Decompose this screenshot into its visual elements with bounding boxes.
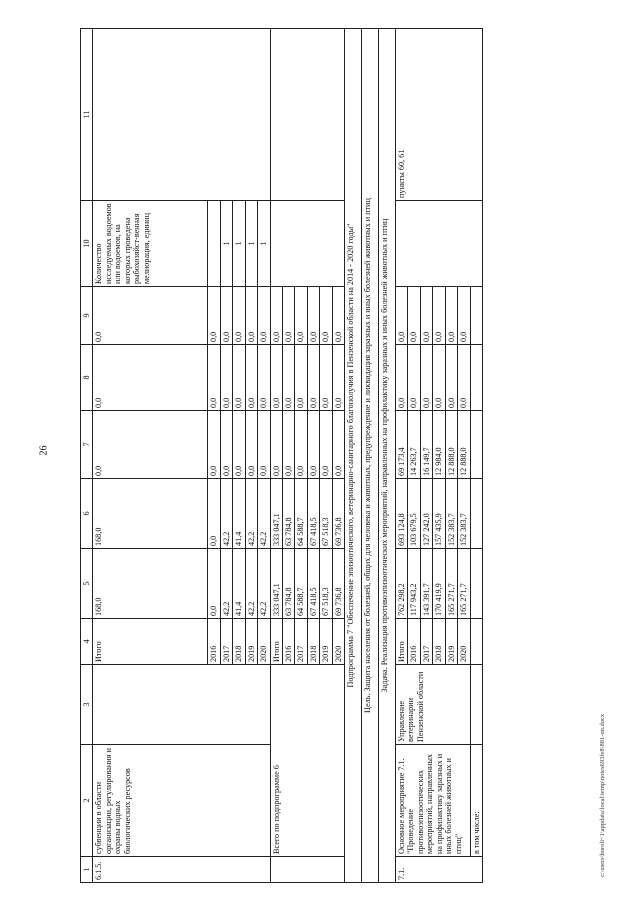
- indicator-value: [208, 201, 220, 287]
- value-cell: 0,0: [295, 411, 307, 479]
- year-cell: 2018: [433, 619, 445, 665]
- table-row: [396, 29, 408, 883]
- value-cell: 0,0: [295, 287, 307, 345]
- value-cell: 0,0: [208, 411, 220, 479]
- value-cell: 0,0: [458, 345, 470, 411]
- value-cell: 0,0: [208, 549, 220, 619]
- value-cell: 0,0: [245, 287, 257, 345]
- year-cell: 2019: [320, 619, 332, 665]
- value-cell: 0,0: [332, 345, 344, 411]
- indicator-value: 1: [220, 201, 232, 287]
- year-cell: 2017: [295, 619, 307, 665]
- value-cell: 0,0: [332, 287, 344, 345]
- value-cell: 0,0: [282, 411, 294, 479]
- year-cell: 2016: [208, 619, 220, 665]
- value-cell: [470, 287, 482, 345]
- value-cell: 157 435,9: [433, 479, 445, 549]
- col-6: 6: [81, 479, 93, 549]
- year-cell: 2018: [307, 619, 319, 665]
- budget-table: [80, 28, 483, 883]
- subprogram-7-title: Подпрограмма 7 "Обеспечение эпизоотического, ветеринарно-санитарного благополучия в Пензенской области на 2014 - 2020 годы": [345, 29, 362, 883]
- col-11: 11: [81, 29, 93, 201]
- value-cell: 0,0: [408, 345, 420, 411]
- value-cell: [470, 479, 482, 549]
- value-cell: 0,0: [93, 411, 208, 479]
- value-cell: 0,0: [295, 345, 307, 411]
- budget-table-sheet: [80, 28, 590, 883]
- task-text: Задача. Реализация противоэпизоотических мероприятий, направленных на профилактику заразных и иных болезней животных и птиц: [379, 29, 396, 883]
- value-cell: 0,0: [307, 287, 319, 345]
- value-cell: 0,0: [220, 411, 232, 479]
- value-cell: 103 679,5: [408, 479, 420, 549]
- total-label: Итого: [396, 619, 408, 665]
- section-row: [345, 29, 362, 883]
- executor-cell: [470, 665, 482, 745]
- value-cell: 0,0: [445, 287, 457, 345]
- value-cell: 64 588,7: [295, 479, 307, 549]
- value-cell: 0,0: [220, 345, 232, 411]
- value-cell: 0,0: [208, 479, 220, 549]
- year-cell: 2016: [282, 619, 294, 665]
- value-cell: 117 943,2: [408, 549, 420, 619]
- value-cell: 0,0: [233, 345, 245, 411]
- year-cell: 2020: [332, 619, 344, 665]
- value-cell: 0,0: [282, 345, 294, 411]
- row-number: [270, 857, 345, 883]
- section-row: [379, 29, 396, 883]
- goal-text: Цель. Защита населения от болезней, общих для человека и животных, предупреждение и ликвидация заразных и иных болезней животных и птиц: [362, 29, 379, 883]
- value-cell: 42,2: [220, 549, 232, 619]
- year-cell: 2020: [458, 619, 470, 665]
- value-cell: 41,4: [233, 479, 245, 549]
- value-cell: 333 047,1: [270, 479, 282, 549]
- executor-cell: [93, 665, 270, 745]
- row-name: Основное мероприятие 7.1. "Проведение противоэпизоотических мероприятий, направленных на профилактику заразных и иных болезней животных и птиц": [396, 745, 471, 857]
- value-cell: 0,0: [458, 287, 470, 345]
- value-cell: 333 047,1: [270, 549, 282, 619]
- value-cell: 0,0: [396, 287, 408, 345]
- value-cell: 0,0: [307, 411, 319, 479]
- value-cell: 67 518,3: [320, 549, 332, 619]
- table-row: [270, 29, 282, 883]
- reference-cell: [270, 29, 345, 201]
- value-cell: 0,0: [208, 287, 220, 345]
- value-cell: 12 888,0: [458, 411, 470, 479]
- value-cell: 14 263,7: [408, 411, 420, 479]
- value-cell: 0,0: [208, 345, 220, 411]
- indicator-value: 1: [245, 201, 257, 287]
- value-cell: 0,0: [307, 345, 319, 411]
- subprogram-total-label: Всего по подпрограмме 6: [270, 665, 345, 857]
- col-5: 5: [81, 549, 93, 619]
- value-cell: 0,0: [220, 287, 232, 345]
- value-cell: 170 419,9: [433, 549, 445, 619]
- value-cell: 0,0: [320, 345, 332, 411]
- value-cell: 0,0: [270, 287, 282, 345]
- value-cell: 12 888,0: [445, 411, 457, 479]
- reference-cell: [93, 29, 270, 201]
- total-label: Итого: [93, 619, 208, 665]
- col-1: 1: [81, 857, 93, 883]
- row-number: 6.1.5.: [93, 857, 270, 883]
- value-cell: 0,0: [282, 287, 294, 345]
- row-name: субвенции в области организации, регулирования и охраны водных биологических ресурсов: [93, 745, 270, 857]
- file-path-footer: c:\users\boroli~1\appdata\local\temp\notes693fe8\881-on.docx: [599, 713, 607, 877]
- value-cell: 0,0: [258, 287, 270, 345]
- value-cell: 69 736,8: [332, 549, 344, 619]
- section-row: [362, 29, 379, 883]
- value-cell: 0,0: [320, 287, 332, 345]
- table-row: [93, 29, 208, 883]
- total-label: Итого: [270, 619, 282, 665]
- column-number-row: [81, 29, 93, 883]
- value-cell: 63 784,8: [282, 549, 294, 619]
- year-cell: 2019: [245, 619, 257, 665]
- value-cell: 0,0: [433, 345, 445, 411]
- value-cell: 0,0: [270, 345, 282, 411]
- value-cell: 42,2: [245, 549, 257, 619]
- value-cell: 0,0: [332, 411, 344, 479]
- year-cell: 2017: [420, 619, 432, 665]
- value-cell: 67 418,5: [307, 479, 319, 549]
- indicator-value: 1: [233, 201, 245, 287]
- col-7: 7: [81, 411, 93, 479]
- value-cell: 42,2: [245, 479, 257, 549]
- value-cell: 0,0: [258, 411, 270, 479]
- page-number: 26: [38, 445, 50, 455]
- col-4: 4: [81, 619, 93, 665]
- year-cell: [470, 619, 482, 665]
- value-cell: [470, 549, 482, 619]
- indicator-cell: Количество исследуемых водоемов или водоемов, на которых проведена рыбохозяйст-венная мелиорация, единиц: [93, 201, 208, 287]
- col-10: 10: [81, 201, 93, 287]
- col-9: 9: [81, 287, 93, 345]
- year-cell: 2018: [233, 619, 245, 665]
- value-cell: 168,0: [93, 479, 208, 549]
- indicator-value: 1: [258, 201, 270, 287]
- year-cell: 2020: [258, 619, 270, 665]
- executor-cell: Управление ветеринарии Пензенской области: [396, 665, 471, 745]
- value-cell: 0,0: [270, 411, 282, 479]
- value-cell: 165 271,7: [458, 549, 470, 619]
- value-cell: 0,0: [420, 287, 432, 345]
- value-cell: 165 271,7: [445, 549, 457, 619]
- year-cell: 2019: [445, 619, 457, 665]
- value-cell: 143 391,7: [420, 549, 432, 619]
- value-cell: 0,0: [233, 287, 245, 345]
- value-cell: 127 242,0: [420, 479, 432, 549]
- value-cell: 16 149,7: [420, 411, 432, 479]
- value-cell: 0,0: [245, 345, 257, 411]
- value-cell: 152 383,7: [458, 479, 470, 549]
- col-2: 2: [81, 745, 93, 857]
- reference-cell: пункты 60, 61: [396, 29, 483, 201]
- value-cell: 693 124,8: [396, 479, 408, 549]
- value-cell: 0,0: [433, 287, 445, 345]
- value-cell: 0,0: [258, 345, 270, 411]
- value-cell: [470, 345, 482, 411]
- value-cell: [470, 411, 482, 479]
- value-cell: 12 984,0: [433, 411, 445, 479]
- value-cell: 0,0: [445, 345, 457, 411]
- row-number: 7.1.: [396, 857, 483, 883]
- value-cell: 69 173,4: [396, 411, 408, 479]
- col-3: 3: [81, 665, 93, 745]
- value-cell: 762 298,2: [396, 549, 408, 619]
- value-cell: 152 383,7: [445, 479, 457, 549]
- value-cell: 42,2: [220, 479, 232, 549]
- year-cell: 2016: [408, 619, 420, 665]
- value-cell: 41,4: [233, 549, 245, 619]
- value-cell: 67 518,3: [320, 479, 332, 549]
- value-cell: 64 588,7: [295, 549, 307, 619]
- value-cell: 168,0: [93, 549, 208, 619]
- value-cell: 0,0: [93, 345, 208, 411]
- value-cell: 0,0: [408, 287, 420, 345]
- col-8: 8: [81, 345, 93, 411]
- value-cell: 0,0: [233, 411, 245, 479]
- value-cell: 42,2: [258, 549, 270, 619]
- value-cell: 0,0: [396, 345, 408, 411]
- value-cell: 0,0: [93, 287, 208, 345]
- value-cell: 69 736,8: [332, 479, 344, 549]
- value-cell: 42,2: [258, 479, 270, 549]
- in-that-number-label: в том числе:: [470, 745, 482, 857]
- value-cell: 63 784,8: [282, 479, 294, 549]
- value-cell: 0,0: [320, 411, 332, 479]
- value-cell: 0,0: [420, 345, 432, 411]
- year-cell: 2017: [220, 619, 232, 665]
- value-cell: 67 418,5: [307, 549, 319, 619]
- indicator-cell: [270, 201, 345, 287]
- value-cell: 0,0: [245, 411, 257, 479]
- indicator-cell: [396, 201, 483, 287]
